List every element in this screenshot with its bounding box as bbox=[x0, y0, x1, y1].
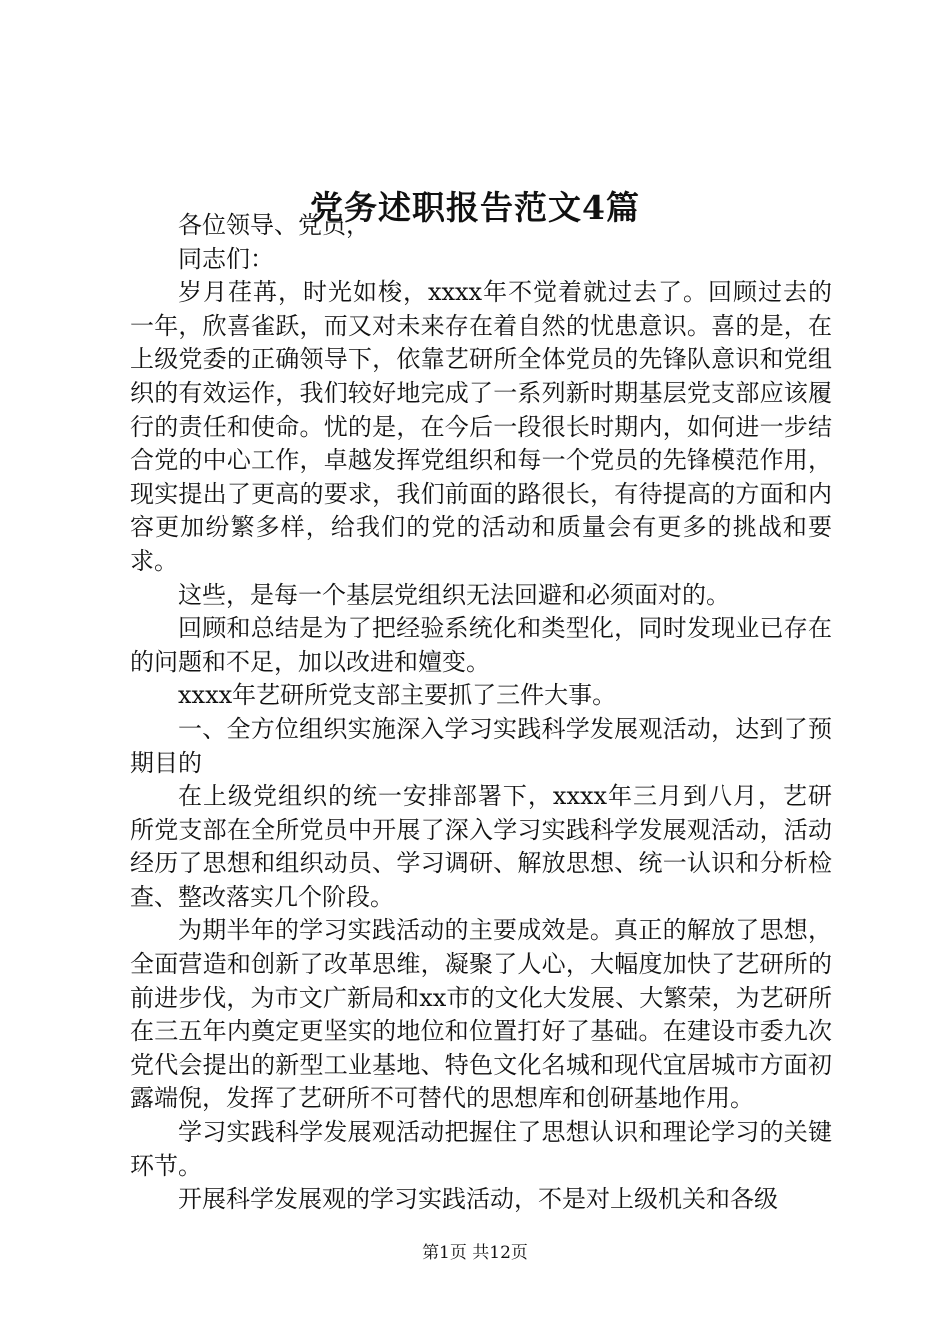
body-paragraph: 学习实践科学发展观活动把握住了思想认识和理论学习的关键环节。 bbox=[130, 1118, 832, 1180]
section-heading: 一、全方位组织实施深入学习实践科学发展观活动，达到了预期目的 bbox=[130, 714, 832, 777]
page-footer: 第1页 共12页 bbox=[422, 1243, 528, 1263]
body-paragraph: 回顾和总结是为了把经验系统化和类型化，同时发现业已存在的问题和不足，加以改进和嬗变。 bbox=[130, 614, 832, 676]
salutation-line: 各位领导、党员， bbox=[178, 211, 370, 239]
body-paragraph: 在上级党组织的统一安排部署下，xxxx年三月到八月，艺研所党支部在全所党员中开展了深入学习实践科学发展观活动，活动经历了思想和组织动员、学习调研、解放思想、统一认识和分析检查、整改落实几个阶段。 bbox=[130, 782, 832, 911]
body-paragraph: xxxx年艺研所党支部主要抓了三件大事。 bbox=[178, 681, 617, 710]
salutation-line: 同志们： bbox=[178, 244, 274, 273]
body-paragraph: 开展科学发展观的学习实践活动，不是对上级机关和各级 bbox=[178, 1185, 778, 1214]
body-paragraph: 这些，是每一个基层党组织无法回避和必须面对的。 bbox=[178, 580, 730, 609]
document-title: 党务述职报告范文4篇 bbox=[310, 188, 640, 227]
body-paragraph: 为期半年的学习实践活动的主要成效是。真正的解放了思想，全面营造和创新了改革思维，凝聚了人心，大幅度加快了艺研所的前进步伐，为市文广新局和xx市的文化大发展、大繁荣，为艺研所在三五年内奠定更坚实的地位和位置打好了基础。在建设市委九次党代会提出的新型工业基地、特色文化名城和现代宜居城市方面初露端倪，发挥了艺研所不可替代的思想库和创研基地作用。 bbox=[130, 916, 832, 1113]
document-body bbox=[130, 209, 832, 1217]
body-paragraph: 岁月荏苒，时光如梭，xxxx年不觉着就过去了。回顾过去的一年，欣喜雀跃，而又对未来存在着自然的忧患意识。喜的是，在上级党委的正确领导下，依靠艺研所全体党员的先锋队意识和党组织的有效运作，我们较好地完成了一系列新时期基层党支部应该履行的责任和使命。忧的是，在今后一段很长时期内，如何进一步结合党的中心工作，卓越发挥党组织和每一个党员的先锋模范作用，现实提出了更高的要求，我们前面的路很长，有待提高的方面和内容更加纷繁多样，给我们的党的活动和质量会有更多的挑战和要求。 bbox=[130, 278, 832, 575]
